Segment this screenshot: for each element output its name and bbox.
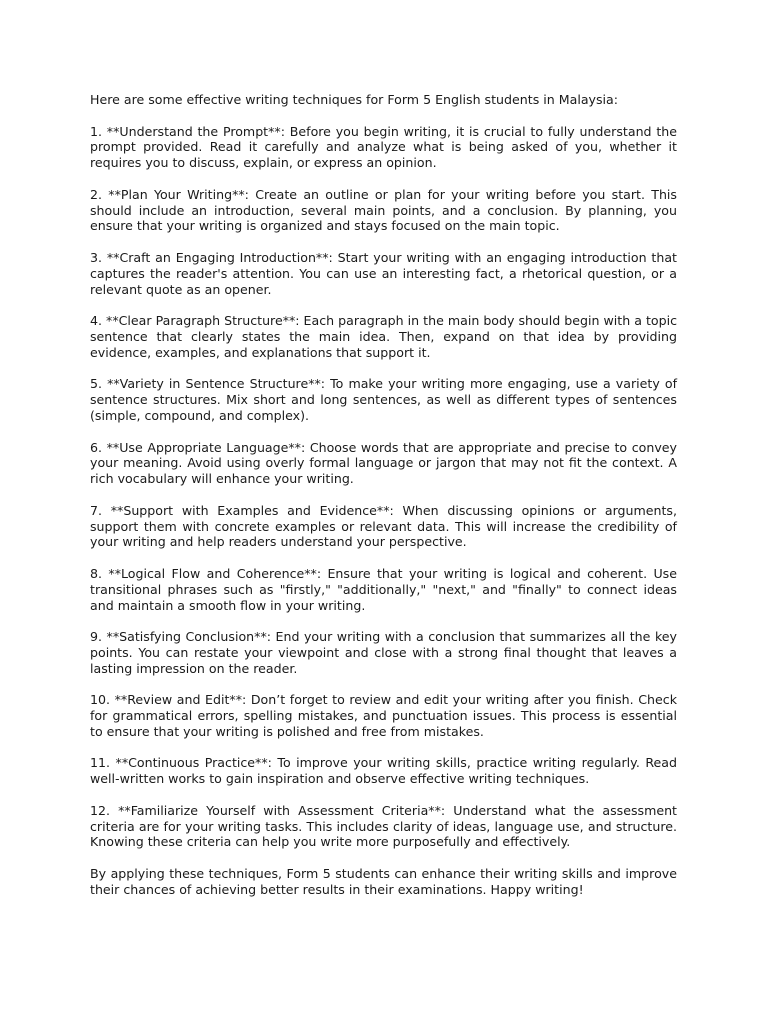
technique-paragraph: 8. **Logical Flow and Coherence**: Ensure that your writing is logical and coherent. Use transitional phrases such as "firstly," "additionally," "next," and "finally" to connect ideas and maintain a smooth flow in your writing. [90,565,677,613]
intro-paragraph: Here are some effective writing techniques for Form 5 English students in Malaysia: [90,92,619,107]
conclusion-paragraph: By applying these techniques, Form 5 students can enhance their writing skills and improve their chances of achieving better results in their examinations. Happy writing! [90,866,677,897]
technique-paragraph: 6. **Use Appropriate Language**: Choose words that are appropriate and precise to convey your meaning. Avoid using overly formal language or jargon that may not fit the context. A rich vocabulary will enhance your writing. [90,439,677,487]
technique-paragraph: 12. **Familiarize Yourself with Assessment Criteria**: Understand what the assessment criteria are for your writing tasks. This includes clarity of ideas, language use, and structure. Knowing these criteria can help you write more purposefully and effectively. [90,802,677,850]
technique-paragraph: 7. **Support with Examples and Evidence**: When discussing opinions or arguments, support them with concrete examples or relevant data. This will increase the credibility of your writing and help readers understand your perspective. [90,502,677,550]
technique-paragraph: 1. **Understand the Prompt**: Before you begin writing, it is crucial to fully understand the prompt provided. Read it carefully and analyze what is being asked of you, whether it requires you to discuss, explain, or express an opinion. [90,123,677,171]
technique-paragraph: 9. **Satisfying Conclusion**: End your writing with a conclusion that summarizes all the key points. You can restate your viewpoint and close with a strong final thought that leaves a lasting impression on the reader. [90,629,677,676]
technique-paragraph: 4. **Clear Paragraph Structure**: Each paragraph in the main body should begin with a topic sentence that clearly states the main idea. Then, expand on that idea by providing evidence, examples, and explanations that support it. [90,313,677,360]
technique-paragraph: 3. **Craft an Engaging Introduction**: Start your writing with an engaging introduction that captures the reader's attention. You can use an interesting fact, a rhetorical question, or a relevant quote as an opener. [90,249,677,297]
technique-paragraph: 5. **Variety in Sentence Structure**: To make your writing more engaging, use a variety of sentence structures. Mix short and long sentences, as well as different types of sentences (simple, compound, and complex). [90,376,677,423]
technique-paragraph: 11. **Continuous Practice**: To improve your writing skills, practice writing regularly. Read well-written works to gain inspiration and observe effective writing techniques. [90,755,677,787]
technique-paragraph: 2. **Plan Your Writing**: Create an outline or plan for your writing before you start. This should include an introduction, several main points, and a conclusion. By planning, you ensure that your writing is organized and stays focused on the main topic. [90,186,677,234]
technique-paragraph: 10. **Review and Edit**: Don’t forget to review and edit your writing after you finish. Check for grammatical errors, spelling mistakes, and punctuation issues. This process is essential to ensure that your writing is polished and free from mistakes. [90,692,677,739]
document-page [90,92,677,898]
